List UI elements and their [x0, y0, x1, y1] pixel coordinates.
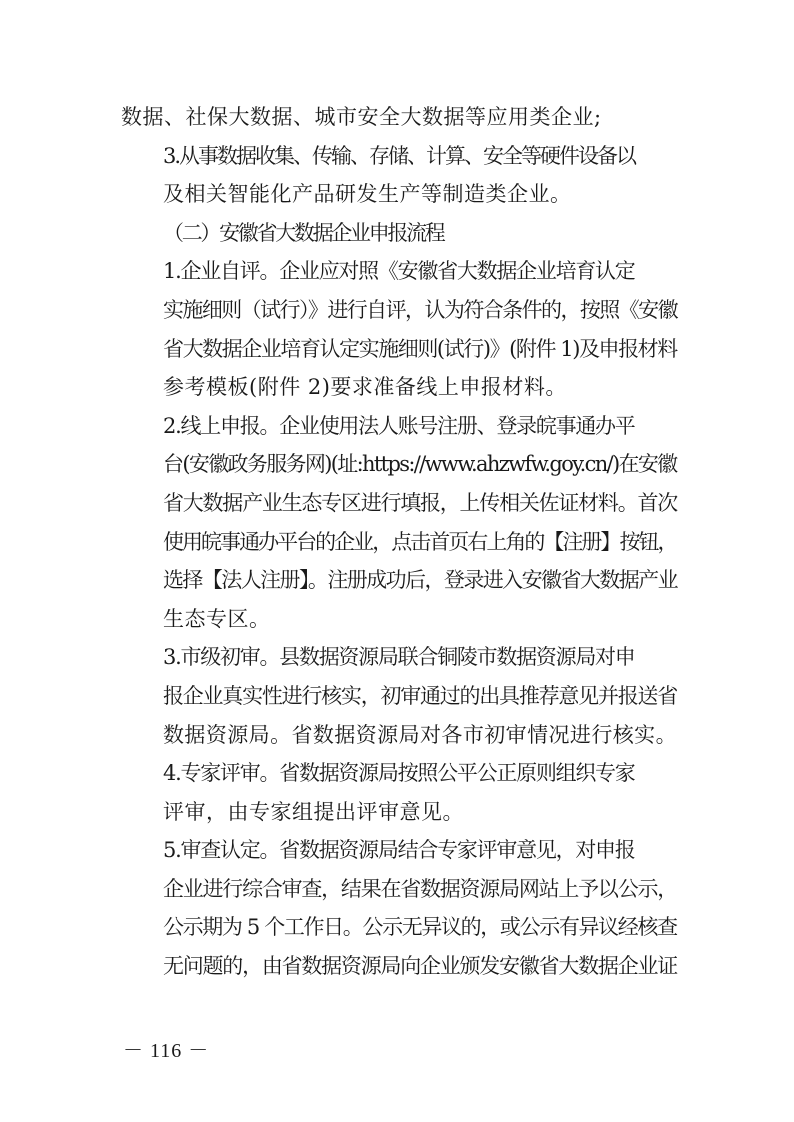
text-line: 生态专区。: [163, 606, 271, 631]
text-line: 台(安徽政务服务网)(址:https://www.ahzwfw.goy.cn/)在安徽: [163, 452, 677, 477]
text-line: 4.专家评审。省数据资源局按照公平公正原则组织专家: [163, 761, 635, 786]
paragraph: [121, 754, 677, 831]
text-line: 省大数据产业生态专区进行填报，上传相关佐证材料。首次: [163, 490, 677, 515]
text-line: 实施细则（试行）》进行自评，认为符合条件的，按照《安徽: [163, 297, 677, 322]
paragraph: [121, 98, 677, 137]
paragraph: [121, 214, 677, 253]
paragraph: [121, 407, 677, 639]
text-line: 省大数据企业培育认定实施细则(试行)》(附件 1)及申报材料: [163, 336, 677, 361]
text-line: 5.审查认定。省数据资源局结合专家评审意见，对申报: [163, 838, 635, 863]
text-line: （二）安徽省大数据企业申报流程: [163, 220, 444, 245]
text-line: 公示期为 5 个工作日。公示无异议的，或公示有异议经核查: [163, 915, 677, 940]
text-line: 数据资源局。省数据资源局对各市初审情况进行核实。: [163, 722, 677, 747]
text-line: 2.线上申报。企业使用法人账号注册、登录皖事通办平: [163, 413, 635, 438]
document-body: [121, 98, 677, 986]
text-line: 参考模板(附件 2)要求准备线上申报材料。: [163, 375, 567, 400]
text-line: 选择【法人注册】。注册成功后，登录进入安徽省大数据产业: [163, 568, 677, 593]
page-number: － 116 －: [123, 1040, 210, 1062]
text-line: 评审，由专家组提出评审意见。: [163, 799, 464, 824]
paragraph: [121, 638, 677, 754]
text-line: 使用皖事通办平台的企业，点击首页右上角的【注册】按钮，: [163, 529, 677, 554]
text-line: 企业进行综合审查，结果在省数据资源局网站上予以公示，: [163, 876, 677, 901]
paragraph: [121, 252, 677, 406]
text-line: 无问题的，由省数据资源局向企业颁发安徽省大数据企业证: [163, 954, 677, 979]
text-line: 1.企业自评。企业应对照《安徽省大数据企业培育认定: [163, 259, 635, 284]
paragraph: [121, 831, 677, 985]
text-line: 数据、社保大数据、城市安全大数据等应用类企业;: [121, 105, 602, 129]
paragraph: [121, 137, 677, 214]
text-line: 报企业真实性进行核实，初审通过的出具推荐意见并报送省: [163, 683, 677, 708]
text-line: 及相关智能化产品研发生产等制造类企业。: [163, 182, 572, 207]
text-line: 3.市级初审。县数据资源局联合铜陵市数据资源局对申: [163, 645, 635, 670]
text-line: 3.从事数据收集、传输、存储、计算、安全等硬件设备以: [163, 143, 636, 168]
